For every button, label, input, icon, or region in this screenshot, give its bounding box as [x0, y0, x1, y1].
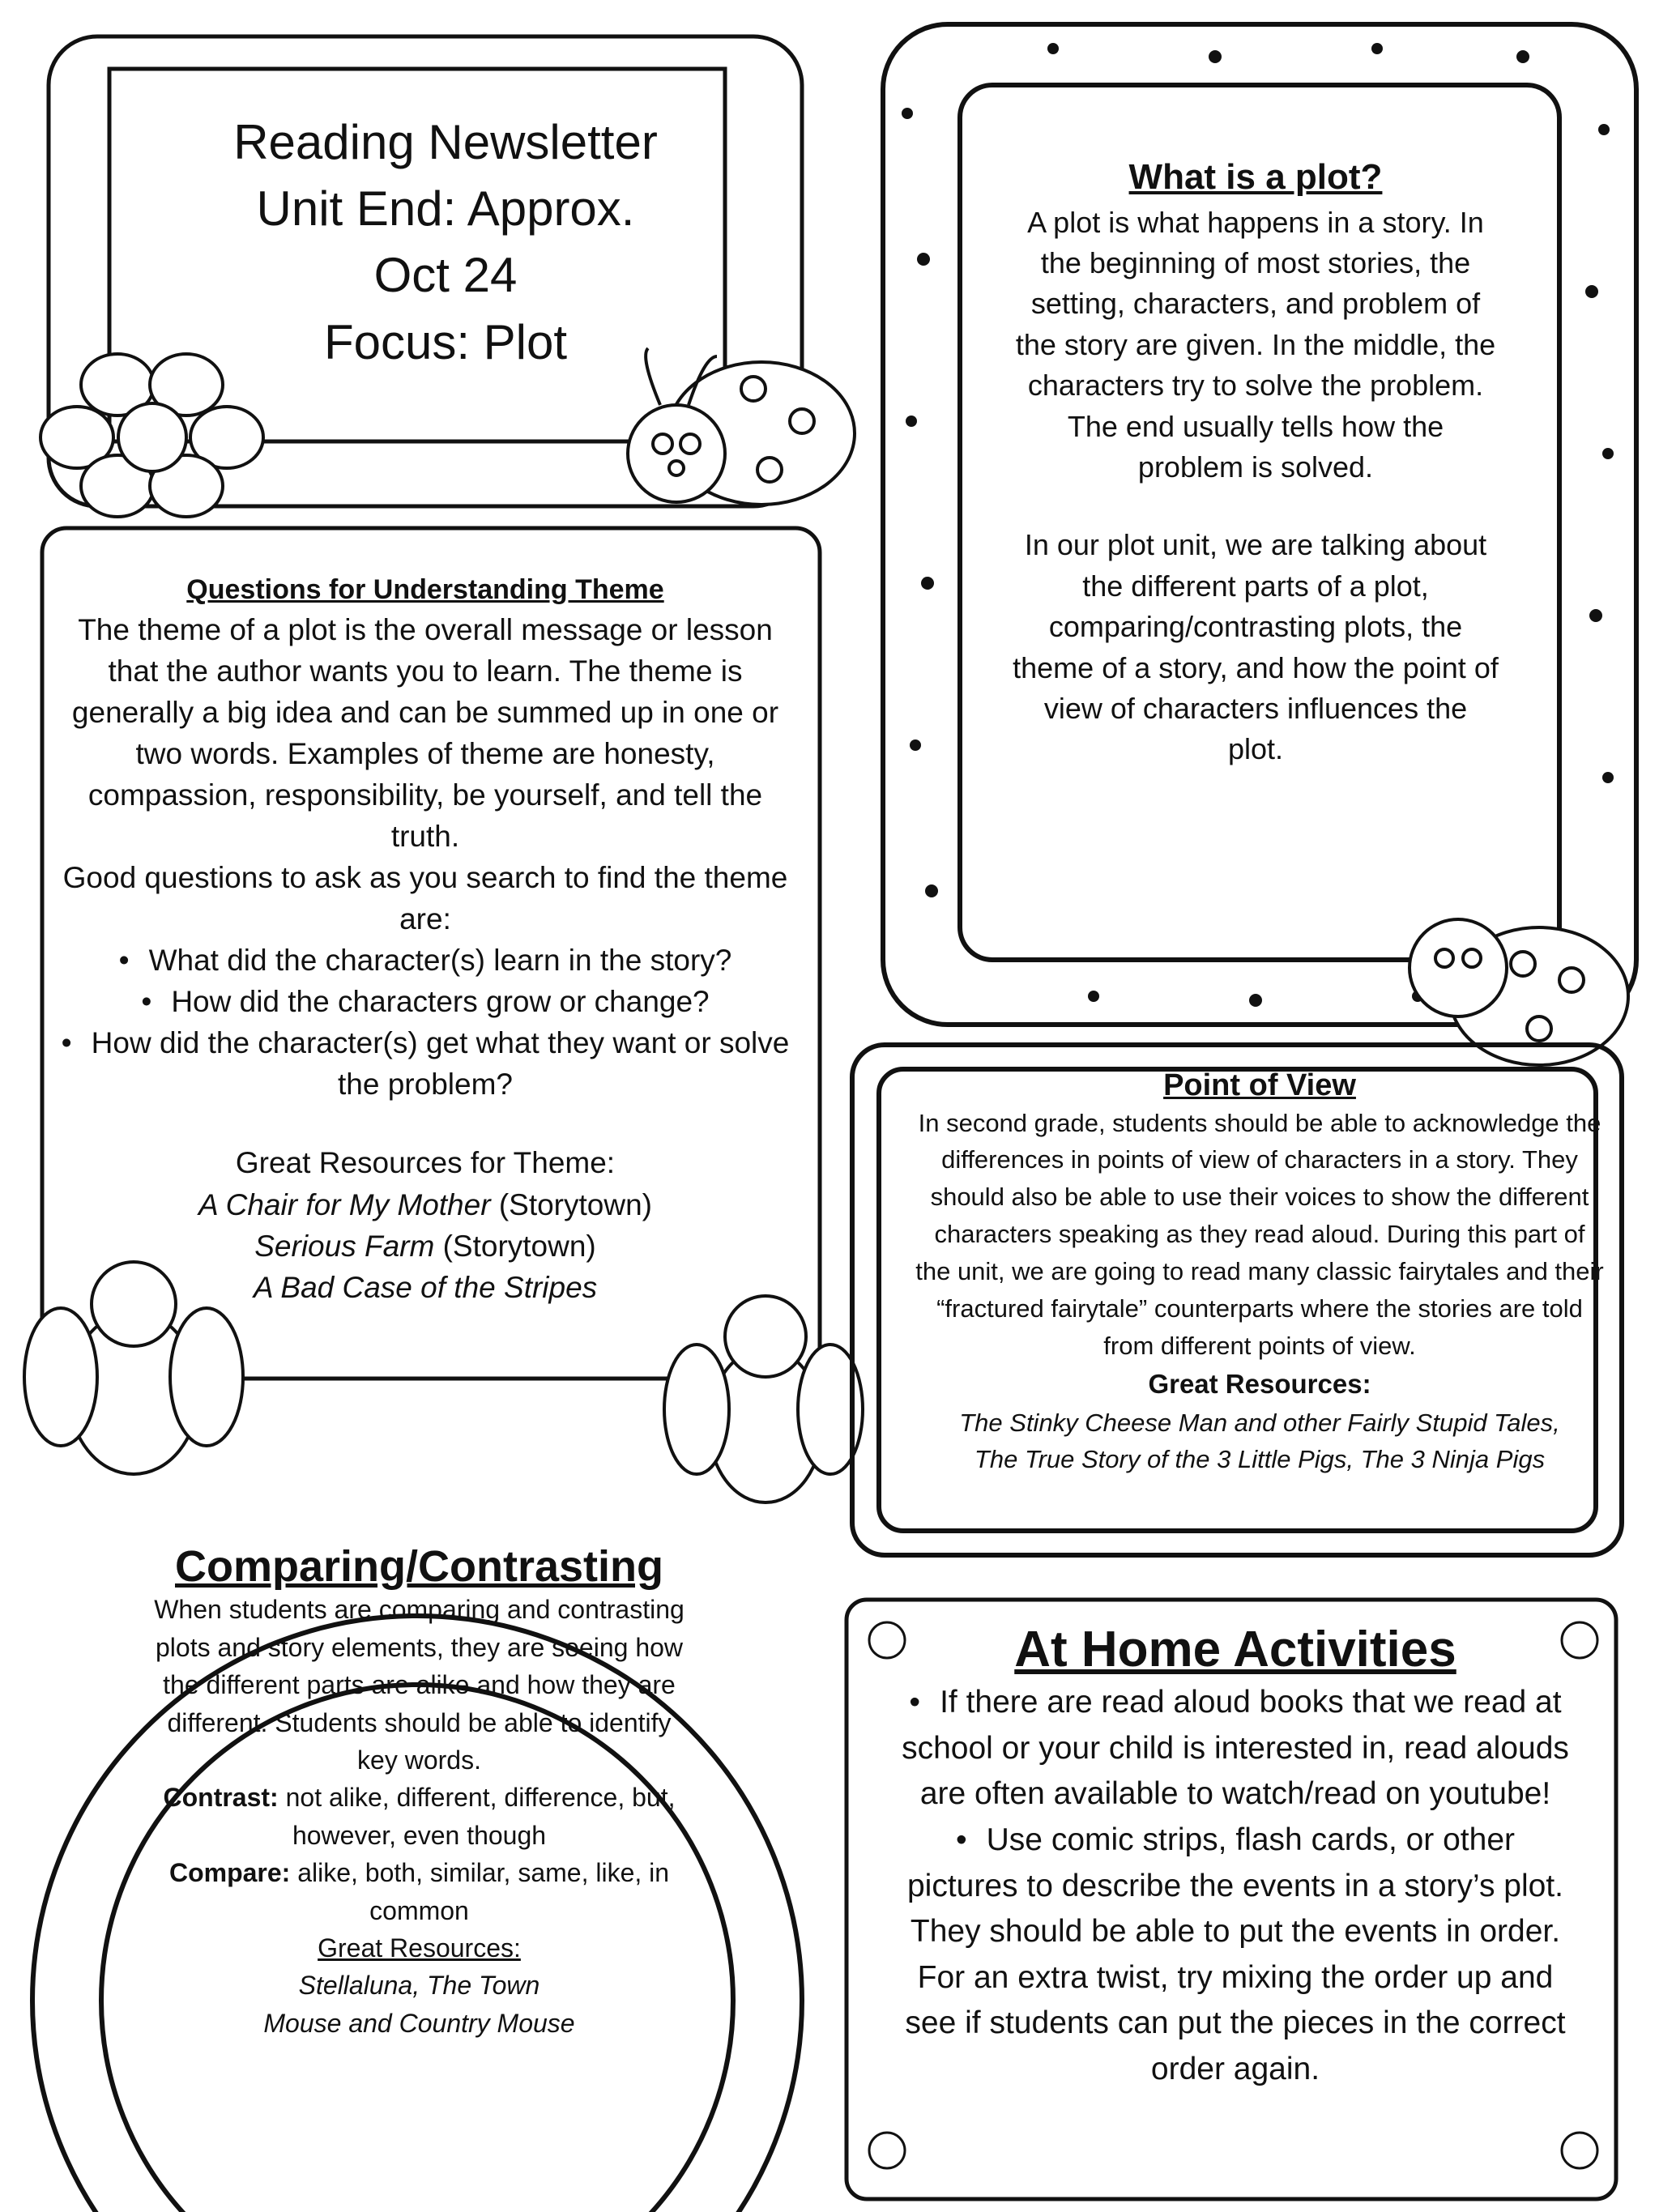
theme-paragraph: The theme of a plot is the overall message or lesson that the author wants you to learn. The theme is generally a big idea and can be summed up in one or two words. Examples of theme are honesty, compassion, responsibility, be yourself, and tell the truth.	[71, 612, 779, 854]
theme-resources-heading: Great Resources for Theme:	[235, 1146, 616, 1180]
focus-label: Focus: Plot	[323, 314, 568, 369]
list-item: • How did the character(s) get what they want or solve the problem?	[57, 1022, 794, 1105]
compare-section	[146, 1543, 693, 2042]
compare-paragraph: When students are comparing and contrasting plots and story elements, they are seeing how the different parts are alike and how they are different. Students should be able to identify key words.	[154, 1595, 684, 1775]
plot-heading: What is a plot?	[1128, 157, 1383, 197]
theme-heading: Questions for Understanding Theme	[186, 574, 664, 605]
theme-questions-list	[57, 940, 794, 1105]
compare-resources-line-1: Stellaluna, The Town	[298, 1971, 540, 2001]
compare-resources-line-2: Mouse and Country Mouse	[263, 2008, 575, 2038]
spacer	[1013, 488, 1499, 525]
list-item: • If there are read aloud books that we read at school or your child is interested in, read alouds are often available to watch/read on youtube!	[899, 1680, 1572, 1818]
list-item: • What did the character(s) learn in the story?	[57, 940, 794, 981]
compare-label: Compare:	[168, 1858, 291, 1888]
unit-end-date: Oct 24	[373, 248, 518, 303]
list-item: • How did the characters grow or change?	[57, 981, 794, 1022]
contrast-label: Contrast:	[163, 1783, 279, 1813]
theme-resource-2	[57, 1225, 794, 1267]
contrast-keywords	[146, 1779, 693, 1854]
flower-icon	[41, 354, 263, 517]
home-section	[899, 1620, 1572, 2092]
book-title: A Chair for My Mother	[198, 1187, 491, 1221]
theme-questions-intro: Good questions to ask as you search to find the theme are:	[62, 861, 788, 936]
ladybug-icon	[664, 1296, 863, 1502]
compare-heading: Comparing/Contrasting	[175, 1542, 663, 1591]
compare-keywords	[146, 1854, 693, 1929]
theme-resource-3: A Bad Case of the Stripes	[253, 1270, 598, 1304]
unit-end-label: Unit End: Approx.	[256, 181, 635, 237]
pov-resources-heading: Great Resources:	[1148, 1368, 1371, 1399]
pov-resources-line-1: The Stinky Cheese Man and other Fairly Stupid Tales,	[959, 1408, 1560, 1437]
plot-paragraph: A plot is what happens in a story. In the beginning of most stories, the setting, characters, and problem of the story are given. In the middle, the characters try to solve the problem. The end usually tells how the problem is solved.	[1015, 205, 1496, 484]
compare-resources-heading: Great Resources:	[318, 1933, 521, 1963]
book-source: (Storytown)	[498, 1187, 652, 1221]
plot-unit-paragraph: In our plot unit, we are talking about the different parts of a plot, comparing/contrasting plots, the theme of a story, and how the point of view of characters influences the plot.	[1013, 528, 1499, 766]
list-item: • Use comic strips, flash cards, or other pictures to describe the events in a story’s plot. They should be able to put the events in order. For an extra twist, try mixing the order up and see if students can put the pieces in the correct order again.	[899, 1818, 1572, 2092]
book-source: (Storytown)	[442, 1229, 596, 1263]
home-activities-list	[899, 1680, 1572, 2092]
pov-paragraph: In second grade, students should be able to acknowledge the differences in points of view of characters in a story. They should also be able to use their voices to show the different characters speaking as they read aloud. During this part of the unit, we are going to read many classic fairytales and their “fractured fairytale” counterparts where the stories are told from different points of view.	[915, 1108, 1604, 1360]
book-title: Serious Farm	[254, 1229, 435, 1263]
title-block	[162, 109, 729, 376]
pov-heading: Point of View	[1163, 1068, 1356, 1102]
contrast-words: not alike, different, difference, but, however, even though	[285, 1783, 676, 1850]
pov-resources-line-2: The True Story of the 3 Little Pigs, The 3 Ninja Pigs	[974, 1445, 1546, 1474]
spacer	[57, 1105, 794, 1142]
plot-section	[1013, 152, 1499, 770]
theme-resource-1	[57, 1184, 794, 1225]
compare-words: alike, both, similar, same, like, in common	[297, 1858, 670, 1925]
pov-section	[915, 1068, 1604, 1478]
theme-section	[57, 571, 794, 1308]
home-heading: At Home Activities	[1014, 1622, 1456, 1677]
newsletter-title: Reading Newsletter	[233, 115, 658, 169]
